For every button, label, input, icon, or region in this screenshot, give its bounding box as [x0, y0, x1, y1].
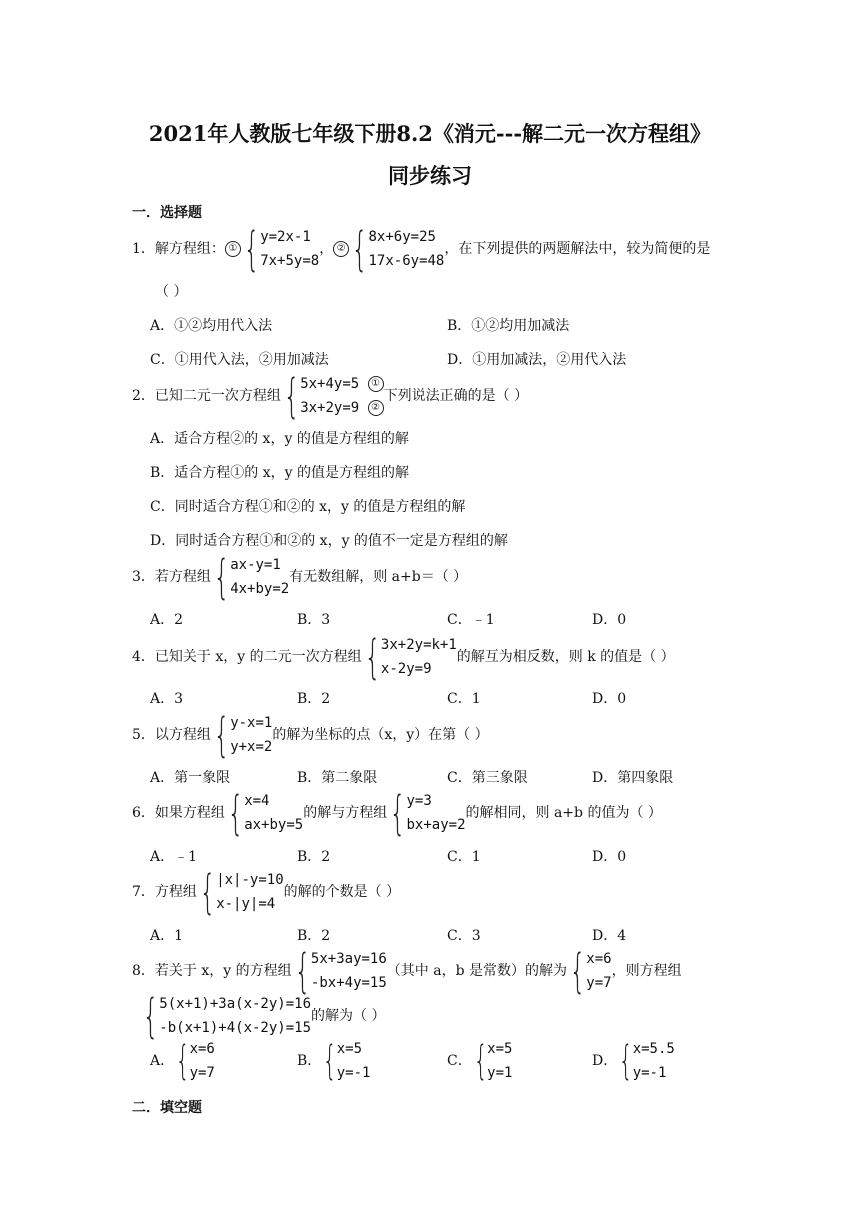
equation-system [567, 944, 612, 998]
option-d[interactable]: D．第四象限 [592, 770, 674, 786]
equation: 4x+by=2 [230, 581, 290, 597]
option-c[interactable]: C．3 [447, 928, 481, 944]
equation: x=4 [244, 793, 270, 809]
question-text: 的解与方程组 [303, 805, 388, 821]
option-c[interactable]: C．﹣1 [447, 612, 495, 628]
question-text: 已知二元一次方程组 [154, 388, 281, 404]
brace-icon: { [199, 865, 216, 919]
equation: -b(x+1)+4(x-2y)=15 [159, 1020, 311, 1036]
equation: 8x+6y=25 [368, 229, 436, 245]
option-a[interactable]: A．适合方程②的 x，y 的值是方程组的解 [150, 431, 409, 447]
brace-icon: { [351, 222, 368, 276]
question-number: 2． [132, 388, 155, 404]
equation: y=-1 [336, 1065, 371, 1081]
equation: 5(x+1)+3a(x-2y)=16 [159, 996, 311, 1012]
option-c[interactable]: C．①用代入法，②用加减法 [150, 352, 329, 368]
equation-system [292, 944, 387, 998]
question-text: 的解互为相反数，则 k 的值是（ ） [456, 649, 675, 665]
question-text: 的解为（ ） [311, 1008, 386, 1024]
option-b[interactable]: B．第二象限 [297, 770, 378, 786]
question-text: ，在下列提供的两题解法中，较为简便的是 [444, 241, 711, 257]
question-5 [132, 708, 489, 762]
equation: y+x=2 [230, 739, 273, 755]
question-text: 若关于 x，y 的方程组 [154, 963, 292, 979]
option-d[interactable]: D．0 [592, 612, 627, 628]
equation: 7x+5y=8 [260, 253, 320, 269]
equation-system [211, 708, 273, 762]
brace-icon: { [283, 369, 300, 423]
equation-system [211, 550, 290, 604]
option-b[interactable]: B．2 [297, 691, 331, 707]
equation: 5x+3ay=16 [310, 951, 387, 967]
option-c[interactable]: C．1 [447, 691, 481, 707]
question-number: 8． [132, 963, 155, 979]
question-number: 5． [132, 727, 155, 743]
brace-icon: { [213, 708, 230, 762]
option-c[interactable]: C．同时适合方程①和②的 x，y 的值是方程组的解 [150, 499, 466, 515]
question-text: 的解的个数是（ ） [283, 884, 401, 900]
option-a[interactable] [150, 1037, 215, 1085]
punct: ， [319, 241, 334, 257]
option-a[interactable]: A．2 [150, 612, 184, 628]
question-number: 4． [132, 649, 155, 665]
circled-number: ② [368, 400, 384, 416]
equation: y-x=1 [230, 715, 273, 731]
equation-system [241, 222, 320, 276]
equation: 17x-6y=48 [368, 253, 445, 269]
question-text: 解方程组： [154, 241, 225, 257]
question-number: 7． [132, 884, 155, 900]
option-d[interactable] [592, 1037, 675, 1085]
equation: x=5.5 [632, 1041, 675, 1057]
brace-icon: { [618, 1038, 633, 1084]
question-text: 方程组 [154, 884, 197, 900]
equation: x-2y=9 [380, 661, 432, 677]
option-d[interactable]: D．0 [592, 691, 627, 707]
option-label: D． [592, 1053, 618, 1069]
question-number: 1． [132, 241, 155, 257]
question-number: 3． [132, 569, 155, 585]
brace-icon: { [227, 786, 244, 840]
brace-icon: { [213, 550, 230, 604]
option-b[interactable]: B．3 [297, 612, 331, 628]
equation-system [225, 786, 304, 840]
equation: -bx+4y=15 [310, 975, 387, 991]
option-b[interactable]: B．2 [297, 928, 331, 944]
equation: 3x+2y=k+1 [380, 637, 457, 653]
option-label: B． [297, 1053, 322, 1069]
question-7 [132, 865, 401, 919]
equation: x=5 [487, 1041, 513, 1057]
question-8 [132, 944, 682, 998]
option-d[interactable]: D．同时适合方程①和②的 x，y 的值不一定是方程组的解 [150, 533, 508, 549]
question-text: 的解为坐标的点（x，y）在第（ ） [272, 727, 489, 743]
question-1 [132, 222, 711, 276]
option-d[interactable]: D．4 [592, 928, 627, 944]
equation: ax+by=5 [244, 817, 304, 833]
question-text: （其中 a，b 是常数）的解为 [386, 963, 567, 979]
question-text: 以方程组 [154, 727, 211, 743]
question-number: 6． [132, 805, 155, 821]
equation: x=5 [336, 1041, 363, 1057]
question-text: 的解相同，则 a+b 的值为（ ） [465, 805, 662, 821]
equation: y=7 [189, 1065, 215, 1081]
brace-icon: { [569, 944, 586, 998]
circled-number: ① [368, 376, 384, 392]
question-3 [132, 550, 468, 604]
option-d[interactable]: D．①用加减法，②用代入法 [447, 352, 627, 368]
option-a[interactable]: A．﹣1 [150, 849, 198, 865]
option-a[interactable]: A．第一象限 [150, 770, 231, 786]
equation: y=7 [586, 975, 612, 991]
doc-title-line1: 2021年人教版七年级下册8.2《消元---解二元一次方程组》 [148, 121, 712, 146]
equation-system [387, 786, 466, 840]
option-a[interactable]: A．1 [150, 928, 184, 944]
option-b[interactable]: B．2 [297, 849, 331, 865]
brace-icon: { [294, 944, 311, 998]
doc-title-line2: 同步练习 [388, 163, 472, 188]
option-a[interactable]: A．3 [150, 691, 184, 707]
option-label: C． [447, 1053, 472, 1069]
option-label: A． [150, 1053, 175, 1069]
question-4 [132, 630, 675, 684]
question-text: 下列说法正确的是（ ） [383, 388, 529, 404]
equation: y=-1 [632, 1065, 667, 1081]
option-d[interactable]: D．0 [592, 849, 627, 865]
question-text: ，则方程组 [611, 963, 682, 979]
answer-blank: （ ） [155, 284, 188, 300]
circled-number: ① [225, 241, 241, 257]
brace-icon: { [473, 1038, 488, 1084]
equation: 5x+4y=5 [300, 376, 360, 392]
option-c[interactable]: C．1 [447, 849, 481, 865]
option-b[interactable]: B．①②均用加减法 [447, 318, 570, 334]
question-text: 已知关于 x，y 的二元一次方程组 [154, 649, 362, 665]
circled-number: ② [333, 241, 349, 257]
question-8-line2 [140, 989, 386, 1043]
equation: x-|y|=4 [216, 896, 276, 912]
question-6 [132, 786, 662, 840]
equation-system [349, 222, 445, 276]
equation: x=6 [189, 1041, 215, 1057]
equation: y=3 [406, 793, 432, 809]
option-b[interactable] [297, 1037, 370, 1085]
equation-system [362, 630, 457, 684]
brace-icon: { [389, 786, 406, 840]
equation-system [197, 865, 284, 919]
question-text: 有无数组解，则 a+b＝（ ） [289, 569, 468, 585]
brace-icon: { [243, 222, 260, 276]
equation: y=2x-1 [260, 229, 311, 245]
section-heading-fill: 二．填空题 [132, 1100, 202, 1116]
option-c[interactable] [447, 1037, 512, 1085]
equation: x=6 [586, 951, 612, 967]
equation: bx+ay=2 [406, 817, 466, 833]
equation: y=1 [487, 1065, 513, 1081]
question-text: 若方程组 [154, 569, 211, 585]
equation-system [140, 989, 311, 1043]
equation-system [281, 369, 384, 423]
equation: ax-y=1 [230, 557, 281, 573]
question-2 [132, 369, 529, 423]
brace-icon: { [364, 630, 381, 684]
section-heading-choice: 一．选择题 [132, 205, 202, 221]
equation: |x|-y=10 [216, 872, 284, 888]
brace-icon: { [175, 1038, 190, 1084]
option-a[interactable]: A．①②均用代入法 [150, 318, 273, 334]
option-b[interactable]: B．适合方程①的 x，y 的值是方程组的解 [150, 465, 409, 481]
option-c[interactable]: C．第三象限 [447, 770, 528, 786]
question-text: 如果方程组 [154, 805, 225, 821]
equation: 3x+2y=9 [300, 400, 360, 416]
brace-icon: { [142, 989, 159, 1043]
brace-icon: { [323, 1038, 338, 1084]
